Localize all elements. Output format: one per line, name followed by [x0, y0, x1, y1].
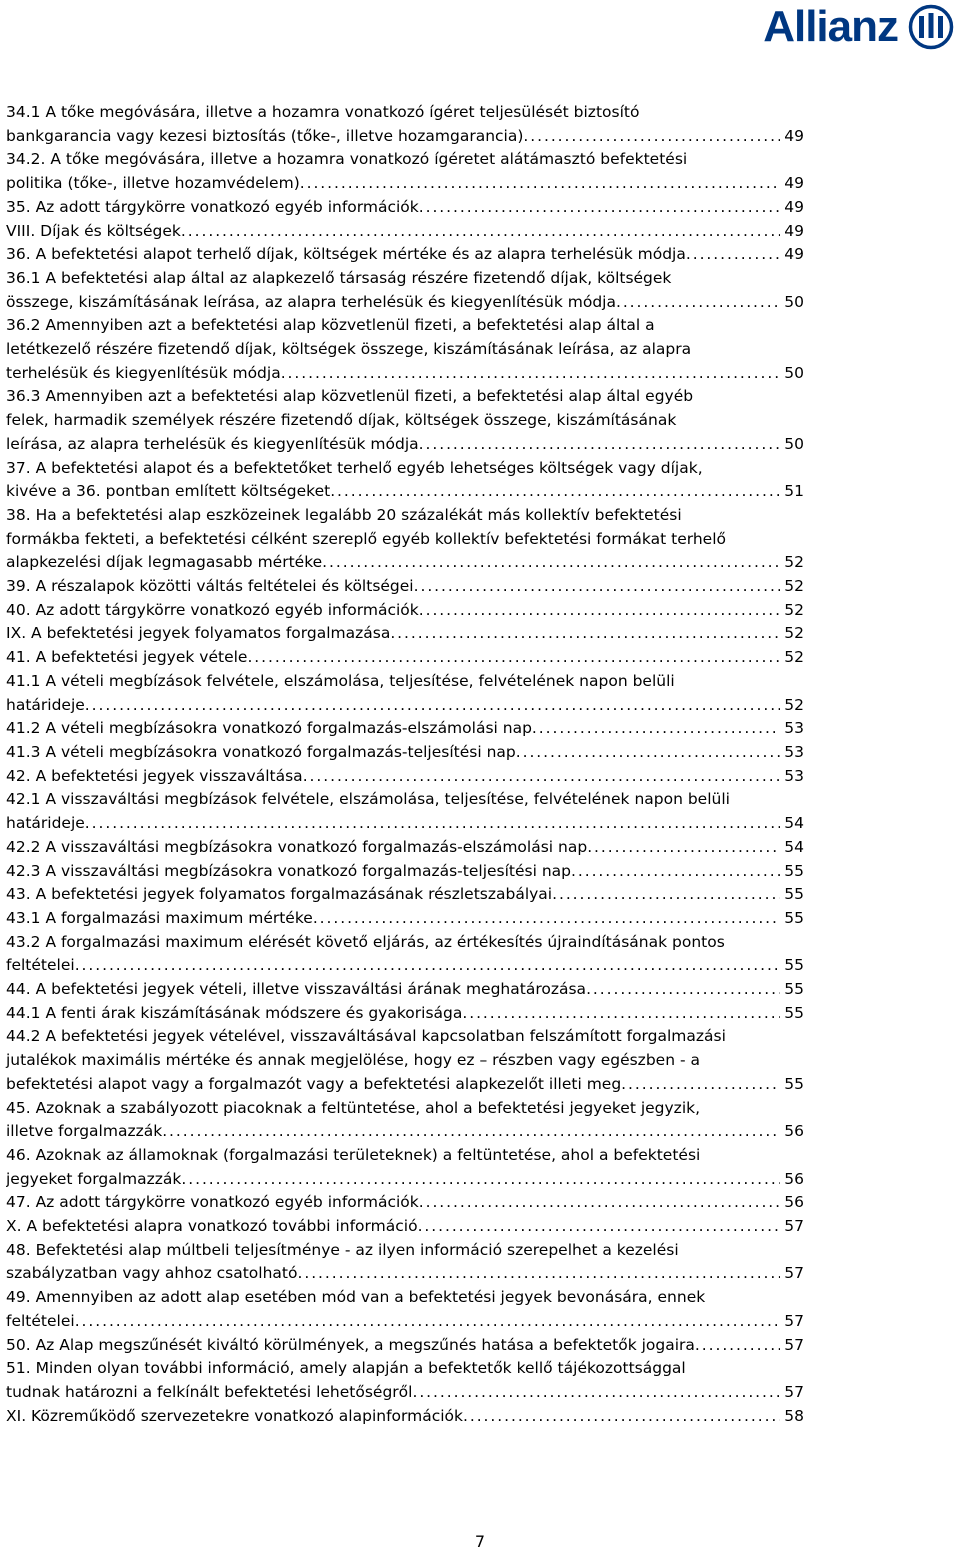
toc-entry-last-line [6, 883, 804, 907]
toc-entry[interactable] [6, 1239, 804, 1286]
toc-page-number: 52 [784, 648, 804, 667]
toc-entry-line: 48. Befektetési alap múltbeli teljesítménye - az ilyen információ szerepelhet a kezelési [6, 1240, 679, 1259]
toc-page-number: 55 [784, 908, 804, 927]
toc-page-number: 55 [784, 861, 804, 880]
toc-entry[interactable] [6, 1144, 804, 1191]
toc-entry-title: leírása, az alapra terhelésük és kiegyenlítésük módja [6, 434, 419, 453]
toc-entry-last-line [6, 765, 804, 789]
toc-dot-leader [516, 741, 781, 765]
toc-entry-title: 41.3 A vételi megbízásokra vonatkozó forgalmazás-teljesítési nap [6, 742, 516, 761]
toc-dot-leader [616, 291, 780, 315]
toc-entry[interactable] [6, 860, 804, 884]
toc-entry-title: terhelésük és kiegyenlítésük módja [6, 363, 281, 382]
toc-page-number: 50 [784, 363, 804, 382]
toc-entry-title: X. A befektetési alapra vonatkozó további információ [6, 1217, 418, 1236]
toc-page-number: 55 [784, 885, 804, 904]
toc-page-number: 55 [784, 1003, 804, 1022]
toc-dot-leader [303, 765, 781, 789]
toc-entry-title: alapkezelési díjak legmagasabb mértéke [6, 553, 323, 572]
toc-entry[interactable] [6, 1215, 804, 1239]
toc-entry[interactable] [6, 1191, 804, 1215]
toc-entry[interactable] [6, 243, 804, 267]
toc-entry[interactable] [6, 1025, 804, 1096]
toc-page-number: 53 [784, 719, 804, 738]
toc-entry-title: szabályzatban vagy ahhoz csatolható [6, 1264, 298, 1283]
toc-entry-line: 41.1 A vételi megbízások felvétele, elszámolása, teljesítése, felvételének napon belüli [6, 671, 675, 690]
toc-entry[interactable] [6, 1334, 804, 1358]
allianz-logo [763, 4, 954, 50]
toc-entry[interactable] [6, 836, 804, 860]
toc-entry-line: 34.2. A tőke megóvására, illetve a hozamra vonatkozó ígéretet alátámasztó befektetési [6, 150, 688, 169]
toc-dot-leader [695, 1334, 780, 1358]
page-number: 7 [474, 1532, 486, 1551]
toc-entry[interactable] [6, 1002, 804, 1026]
toc-page-number: 50 [784, 292, 804, 311]
toc-dot-leader [297, 1262, 780, 1286]
toc-entry-last-line [6, 1120, 804, 1144]
toc-entry[interactable] [6, 1286, 804, 1333]
toc-entry-last-line [6, 978, 804, 1002]
toc-entry-title: IX. A befektetési jegyek folyamatos forgalmazása [6, 624, 391, 643]
toc-entry-title: XI. Közreműködő szervezetekre vonatkozó alapinformációk [6, 1406, 463, 1425]
toc-page-number: 57 [784, 1217, 804, 1236]
toc-entry-title: VIII. Díjak és költségek [6, 221, 181, 240]
toc-entry-last-line [6, 907, 804, 931]
toc-dot-leader [247, 646, 780, 670]
toc-entry-title: jegyeket forgalmazzák [6, 1169, 182, 1188]
toc-entry[interactable] [6, 196, 804, 220]
toc-entry[interactable] [6, 148, 804, 195]
toc-page-number: 58 [784, 1406, 804, 1425]
toc-entry-title: 39. A részalapok közötti váltás feltételei és költségei [6, 577, 414, 596]
toc-entry-last-line [6, 1168, 804, 1192]
allianz-eagle-icon [908, 4, 954, 50]
toc-dot-leader [181, 1168, 780, 1192]
toc-entry-title: befektetési alapot vagy a forgalmazót vagy a befektetési alapkezelőt illeti meg [6, 1074, 622, 1093]
toc-dot-leader [462, 1002, 780, 1026]
toc-entry-line: 37. A befektetési alapot és a befektetőket terhelő egyéb lehetséges költségek vagy díjak, [6, 458, 703, 477]
toc-entry-title: határideje [6, 695, 85, 714]
toc-page-number: 55 [784, 1074, 804, 1093]
toc-page-number: 49 [784, 197, 804, 216]
toc-entry-title: 41. A befektetési jegyek vétele [6, 648, 248, 667]
toc-entry[interactable] [6, 575, 804, 599]
toc-entry-line: 36.2 Amennyiben azt a befektetési alap közvetlenül fizeti, a befektetési alap által a [6, 316, 655, 335]
toc-entry-title: 47. Az adott tárgykörre vonatkozó egyéb információk [6, 1193, 419, 1212]
toc-page-number: 57 [784, 1335, 804, 1354]
toc-dot-leader [181, 220, 780, 244]
toc-entry-title: 43.1 A forgalmazási maximum mértéke [6, 908, 313, 927]
toc-entry[interactable] [6, 978, 804, 1002]
toc-entry[interactable] [6, 622, 804, 646]
toc-page-number: 51 [784, 482, 804, 501]
toc-entry-last-line [6, 1262, 804, 1286]
toc-entry-last-line [6, 694, 804, 718]
toc-entry[interactable] [6, 267, 804, 314]
toc-dot-leader [523, 125, 780, 149]
toc-entry-line: letétkezelő részére fizetendő díjak, költségek összege, kiszámításának leírása, az alapra [6, 340, 692, 359]
toc-entry-last-line [6, 243, 804, 267]
toc-dot-leader [322, 551, 780, 575]
toc-dot-leader [587, 836, 780, 860]
toc-page-number: 56 [784, 1193, 804, 1212]
toc-dot-leader [412, 1381, 780, 1405]
toc-entry-last-line [6, 1191, 804, 1215]
toc-entry[interactable] [6, 907, 804, 931]
toc-entry[interactable] [6, 717, 804, 741]
toc-entry-last-line [6, 480, 804, 504]
toc-entry-title: politika (tőke-, illetve hozamvédelem) [6, 174, 300, 193]
toc-page-number: 56 [784, 1169, 804, 1188]
toc-entry[interactable] [6, 101, 804, 148]
toc-entry-last-line [6, 1215, 804, 1239]
toc-dot-leader [414, 575, 781, 599]
toc-page-number: 54 [784, 837, 804, 856]
toc-entry-last-line [6, 954, 804, 978]
toc-entry-line: jutalékok maximális mértéke és annak megjelölése, hogy ez – részben vagy egészben - a [6, 1051, 700, 1070]
toc-entry-title: 42.3 A visszaváltási megbízásokra vonatkozó forgalmazás-teljesítési nap [6, 861, 572, 880]
toc-page-number: 49 [784, 245, 804, 264]
toc-entry[interactable] [6, 1405, 804, 1429]
toc-page-number: 55 [784, 956, 804, 975]
toc-entry-last-line [6, 1310, 804, 1334]
toc-entry-title: 35. Az adott tárgykörre vonatkozó egyéb információk [6, 197, 419, 216]
toc-dot-leader [330, 480, 780, 504]
toc-dot-leader [419, 599, 781, 623]
toc-entry[interactable] [6, 765, 804, 789]
toc-page-number: 53 [784, 742, 804, 761]
toc-entry-last-line [6, 812, 804, 836]
toc-entry[interactable] [6, 504, 804, 575]
toc-entry-last-line [6, 1381, 804, 1405]
toc-entry[interactable] [6, 931, 804, 978]
toc-page-number: 56 [784, 1122, 804, 1141]
toc-entry-line: 44.2 A befektetési jegyek vételével, visszaváltásával kapcsolatban felszámított forgalmazási [6, 1027, 726, 1046]
toc-entry-title: 36. A befektetési alapot terhelő díjak, költségek mértéke és az alapra terhelésük módja [6, 245, 686, 264]
toc-entry-last-line [6, 1073, 804, 1097]
toc-entry-line: 36.1 A befektetési alap által az alapkezelő társaság részére fizetendő díjak, költségek [6, 268, 672, 287]
toc-entry[interactable] [6, 220, 804, 244]
toc-entry-last-line [6, 741, 804, 765]
toc-entry-title: összege, kiszámításának leírása, az alapra terhelésük és kiegyenlítésük módja [6, 292, 616, 311]
toc-entry-title: feltételei [6, 956, 75, 975]
toc-dot-leader [552, 883, 780, 907]
toc-entry-title: illetve forgalmazzák [6, 1122, 163, 1141]
toc-entry-title: 41.2 A vételi megbízásokra vonatkozó forgalmazás-elszámolási nap [6, 719, 532, 738]
toc-dot-leader [75, 1310, 781, 1334]
toc-entry-last-line [6, 575, 804, 599]
toc-entry-last-line [6, 291, 804, 315]
toc-entry[interactable] [6, 741, 804, 765]
toc-entry[interactable] [6, 314, 804, 385]
toc-entry-line: 42.1 A visszaváltási megbízások felvétele, elszámolása, teljesítése, felvételének napon belüli [6, 790, 730, 809]
toc-entry-title: 44. A befektetési jegyek vételi, illetve visszaváltási árának meghatározása [6, 980, 587, 999]
toc-entry-line: 43.2 A forgalmazási maximum elérését követő eljárás, az értékesítés újraindításának pontos [6, 932, 725, 951]
toc-dot-leader [281, 362, 781, 386]
toc-dot-leader [390, 622, 780, 646]
toc-entry-last-line [6, 125, 804, 149]
toc-entry[interactable] [6, 670, 804, 717]
toc-dot-leader [621, 1073, 780, 1097]
toc-entry-last-line [6, 860, 804, 884]
toc-dot-leader [162, 1120, 780, 1144]
toc-entry-last-line [6, 220, 804, 244]
toc-page-number: 52 [784, 577, 804, 596]
toc-entry-line: 51. Minden olyan további információ, amely alapján a befektetők kellő tájékozottsággal [6, 1359, 686, 1378]
toc-entry-title: 43. A befektetési jegyek folyamatos forgalmazásának részletszabályai [6, 885, 553, 904]
toc-entry-line: 36.3 Amennyiben azt a befektetési alap közvetlenül fizeti, a befektetési alap által egyéb [6, 387, 694, 406]
toc-entry-last-line [6, 1405, 804, 1429]
toc-page-number: 53 [784, 766, 804, 785]
toc-page-number: 52 [784, 553, 804, 572]
toc-entry-last-line [6, 362, 804, 386]
toc-entry[interactable] [6, 599, 804, 623]
toc-dot-leader [686, 243, 780, 267]
toc-entry-last-line [6, 433, 804, 457]
toc-entry-last-line [6, 1334, 804, 1358]
toc-entry-line: 46. Azoknak az államoknak (forgalmazási területeknek) a feltüntetése, ahol a befektetési [6, 1145, 701, 1164]
toc-entry-last-line [6, 622, 804, 646]
toc-entry-title: 50. Az Alap megszűnését kiváltó körülmények, a megszűnés hatása a befektetők jogaira [6, 1335, 695, 1354]
toc-dot-leader [85, 812, 780, 836]
toc-entry-title: tudnak határozni a felkínált befektetési lehetőségről [6, 1382, 413, 1401]
toc-entry[interactable] [6, 883, 804, 907]
toc-page-number: 49 [784, 174, 804, 193]
toc-dot-leader [300, 172, 781, 196]
toc-page-number: 49 [784, 221, 804, 240]
toc-entry[interactable] [6, 385, 804, 456]
toc-entry[interactable] [6, 788, 804, 835]
toc-entry-last-line [6, 172, 804, 196]
toc-page-number: 55 [784, 980, 804, 999]
toc-page-number: 52 [784, 624, 804, 643]
toc-entry-line: 38. Ha a befektetési alap eszközeinek legalább 20 százalékát más kollektív befektetési [6, 505, 682, 524]
toc-dot-leader [419, 196, 781, 220]
toc-page-number: 52 [784, 695, 804, 714]
toc-entry-title: feltételei [6, 1311, 75, 1330]
toc-entry-title: kivéve a 36. pontban említett költségeket [6, 482, 331, 501]
logo-wordmark: Allianz [763, 2, 898, 51]
toc-entry-line: felek, harmadik személyek részére fizetendő díjak, költségek összege, kiszámításának [6, 411, 677, 430]
toc-dot-leader [463, 1405, 780, 1429]
toc-entry-line: 34.1 A tőke megóvására, illetve a hozamra vonatkozó ígéret teljesülését biztosító [6, 103, 640, 121]
toc-dot-leader [419, 433, 781, 457]
toc-entry-last-line [6, 836, 804, 860]
toc-page-number: 57 [784, 1382, 804, 1401]
toc-entry-title: 44.1 A fenti árak kiszámításának módszere és gyakorisága [6, 1003, 463, 1022]
toc-page-number: 49 [784, 126, 804, 145]
toc-entry-last-line [6, 1002, 804, 1026]
toc-page-number: 50 [784, 434, 804, 453]
toc-entry-title: bankgarancia vagy kezesi biztosítás (tőke-, illetve hozamgarancia) [6, 126, 524, 145]
toc-entry-line: 49. Amennyiben az adott alap esetében mód van a befektetési jegyek bevonására, ennek [6, 1288, 706, 1307]
toc-entry-last-line [6, 717, 804, 741]
toc-page-number: 57 [784, 1311, 804, 1330]
toc-dot-leader [532, 717, 780, 741]
toc-dot-leader [75, 954, 781, 978]
toc-dot-leader [586, 978, 780, 1002]
toc-entry-title: 42.2 A visszaváltási megbízásokra vonatkozó forgalmazás-elszámolási nap [6, 837, 588, 856]
toc-entry-title: 40. Az adott tárgykörre vonatkozó egyéb információk [6, 600, 419, 619]
toc-entry[interactable] [6, 1357, 804, 1404]
toc-entry-last-line [6, 196, 804, 220]
toc-dot-leader [571, 860, 780, 884]
toc-entry-last-line [6, 599, 804, 623]
toc-page-number: 54 [784, 814, 804, 833]
toc-entry[interactable] [6, 457, 804, 504]
toc-entry-last-line [6, 551, 804, 575]
toc-page-number: 57 [784, 1264, 804, 1283]
toc-dot-leader [418, 1215, 781, 1239]
table-of-contents [6, 101, 804, 1428]
toc-page-number: 52 [784, 600, 804, 619]
toc-entry-line: 45. Azoknak a szabályozott piacoknak a feltüntetése, ahol a befektetési jegyeket jegyzik, [6, 1098, 701, 1117]
toc-dot-leader [313, 907, 780, 931]
toc-entry-title: 42. A befektetési jegyek visszaváltása [6, 766, 303, 785]
toc-entry-title: határideje [6, 814, 85, 833]
toc-dot-leader [419, 1191, 781, 1215]
toc-entry-line: formákba fekteti, a befektetési célként szereplő egyéb kollektív befektetési formákat terhelő [6, 529, 726, 548]
toc-entry[interactable] [6, 1097, 804, 1144]
toc-entry[interactable] [6, 646, 804, 670]
toc-dot-leader [85, 694, 780, 718]
toc-entry-last-line [6, 646, 804, 670]
